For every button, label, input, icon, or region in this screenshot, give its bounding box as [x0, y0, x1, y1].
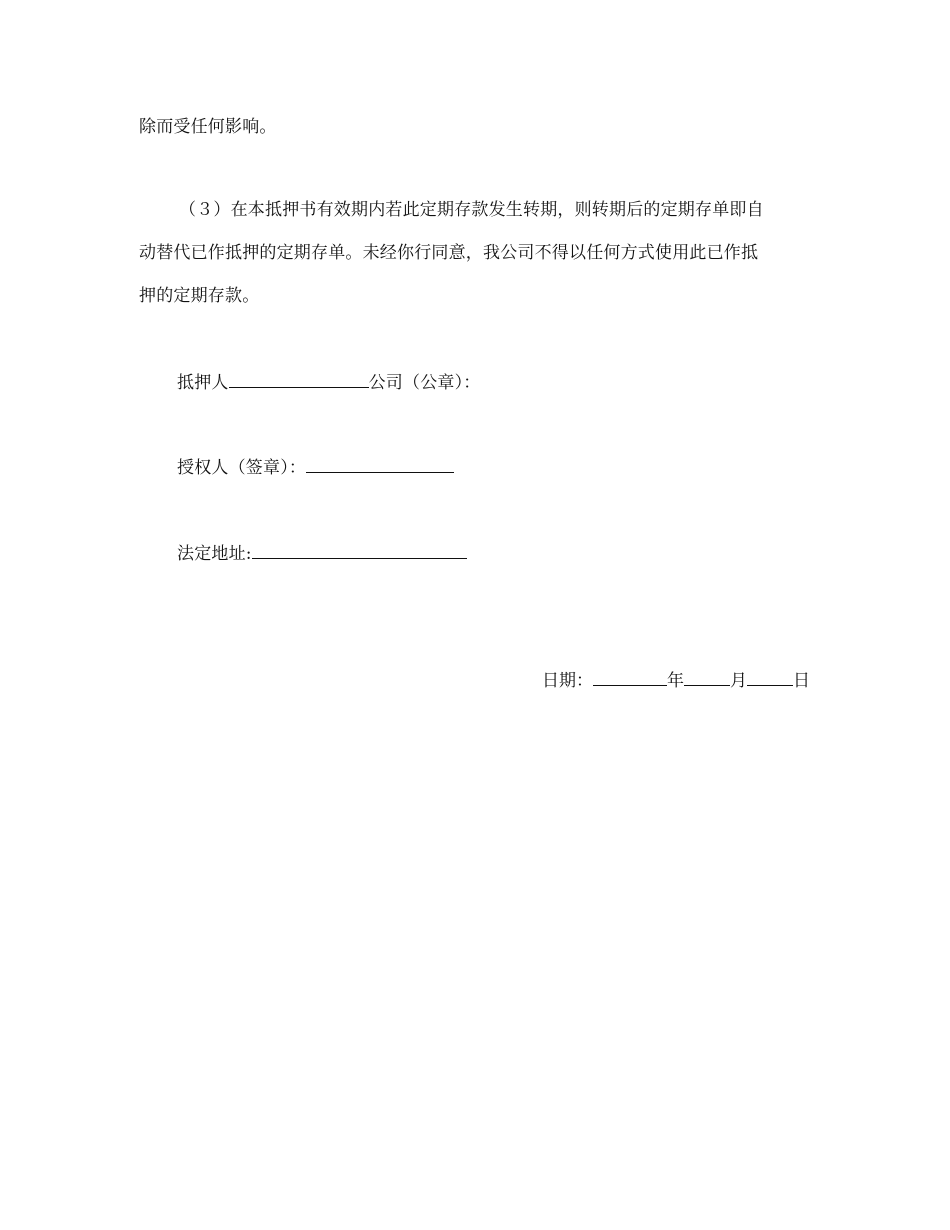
- date-month-blank[interactable]: [684, 667, 730, 686]
- date-day-blank[interactable]: [747, 667, 793, 686]
- date-line: [542, 667, 810, 691]
- paragraph-3-line-1: （３）在本抵押书有效期内若此定期存款发生转期，则转期后的定期存单即自: [179, 200, 764, 220]
- legal-address-label: 法定地址:: [177, 544, 252, 564]
- date-year-label: 年: [667, 671, 684, 691]
- date-year-blank[interactable]: [593, 667, 667, 686]
- date-day-label: 日: [793, 671, 810, 691]
- pledgor-seal-label: 公司（公章）：: [368, 373, 481, 393]
- date-label: 日期：: [542, 671, 593, 691]
- paragraph-3-line-2: 动替代已作抵押的定期存单。未经你行同意，我公司不得以任何方式使用此已作抵: [139, 243, 759, 263]
- paragraph-continuation: 除而受任何影响。: [139, 117, 277, 137]
- authorized-person-label: 授权人（签章）：: [177, 458, 307, 478]
- pledgor-company-blank[interactable]: [229, 369, 369, 388]
- date-month-label: 月: [730, 671, 747, 691]
- paragraph-3-line-3: 押的定期存款。: [139, 286, 260, 306]
- authorized-person-blank[interactable]: [306, 454, 454, 473]
- pledgor-line: [177, 369, 481, 393]
- pledgor-label: 抵押人: [177, 373, 229, 393]
- authorized-person-line: [177, 454, 454, 478]
- legal-address-blank[interactable]: [252, 540, 467, 559]
- legal-address-line: [177, 540, 467, 564]
